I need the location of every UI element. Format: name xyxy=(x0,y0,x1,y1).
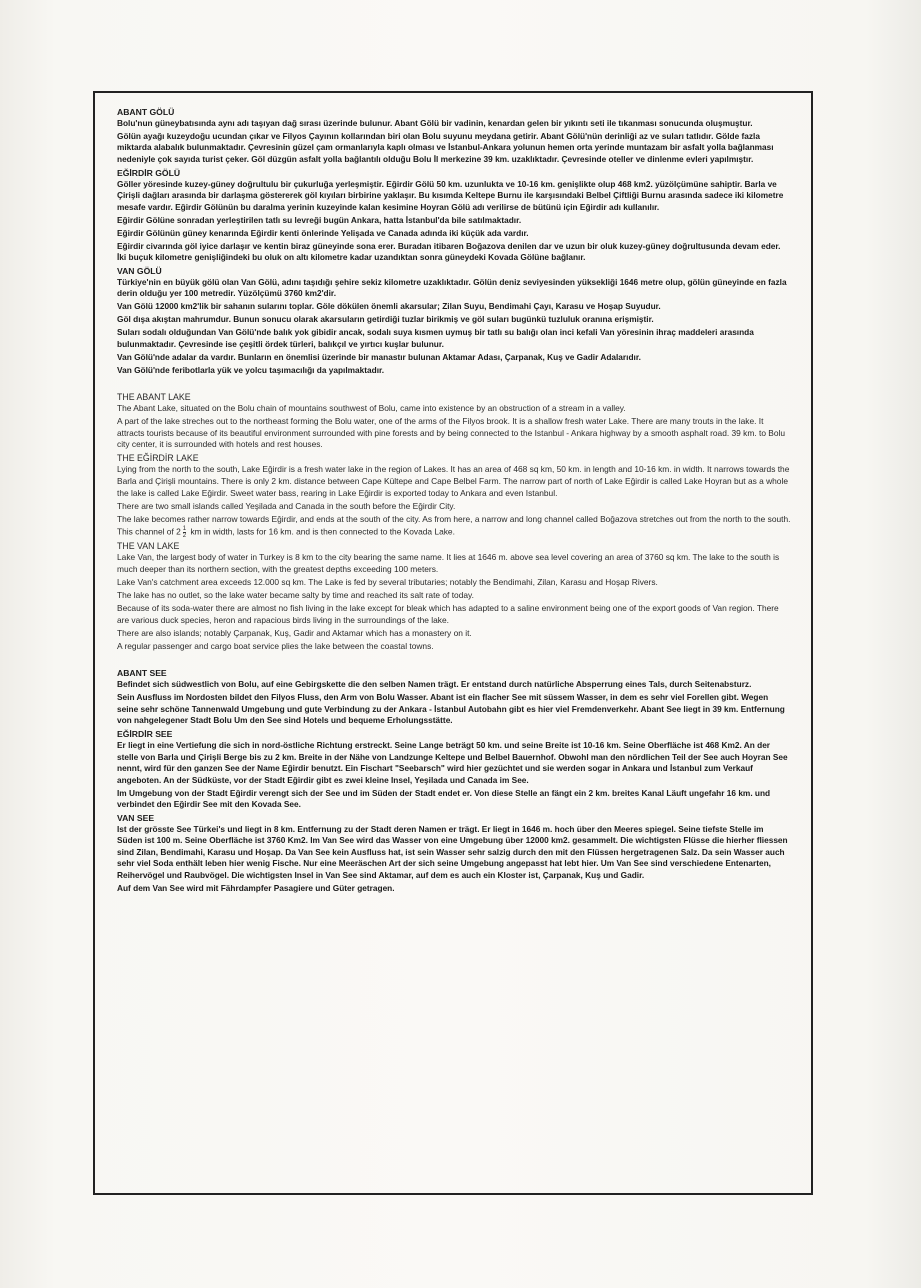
paragraph: Van Gölü'nde adalar da vardır. Bunların en önemlisi üzerinde bir manastır bulunan Aktamar Adası, Çarpanak, Kuş ve Gadir Adalarıdır. xyxy=(117,351,641,362)
german-section xyxy=(117,667,791,893)
paragraph: Bolu'nun güneybatısında aynı adı taşıyan dağ sırası üzerinde bulunur. Abant Gölü bir vadinin, kenardan gelen bir yıkıntı seti ile tıkanması sonucunda oluşmuştur. xyxy=(117,118,753,128)
paragraph: Lying from the north to the south, Lake Eğirdir is a fresh water lake in the region of Lakes. It has an area of 468 sq km, 50 km. in length and 10-16 km. in width. It narrows towards the Barla and Çirişli mountains. There is only 2 km. distance between Cape Kültepe and Cape Belbel Farm. The narrow part of north of Lake Eğirdir is called Lake Hoyran but as a whole the lake is called Lake Eğirdir. Sweet water bass, rearing in Lake Eğirdir is exported today to Ankara and even Istanbul. xyxy=(117,464,790,498)
paragraph: Van Gölü 12000 km2'lik bir sahanın sularını toplar. Göle dökülen önemli akarsular; Zilan Suyu, Bendimahi Çayı, Karasu ve Hoşap Suyudur. xyxy=(117,301,661,312)
paragraph: Eğirdir Gölüne sonradan yerleştirilen tatlı su levreği bugün Ankara, hatta İstanbul'da bile satılmaktadır. xyxy=(117,214,522,225)
paragraph: Göl dışa akıştan mahrumdur. Bunun sonucu olarak akarsuların getirdiği tuzlar birikmiş ve göl suları bugünkü tuzluluk oranına erişmiştir. xyxy=(117,314,654,325)
heading-egirdir-lake: THE EĞİRDİR LAKE xyxy=(117,453,199,464)
paragraph: Türkiye'nin en büyük gölü olan Van Gölü, adını taşıdığı şehire sekiz kilometre uzaklıktadır. Gölün deniz seviyesinden yüksekliği 1646 metre olup, gölün güneyinde en fazla derin olduğu yer 100 metredir. Yüzölçümü 3760 km2'dir. xyxy=(117,277,787,299)
fraction-numerator: 1 xyxy=(182,525,187,532)
paragraph-with-fraction xyxy=(117,514,791,539)
paragraph: Auf dem Van See wird mit Fährdampfer Pasagiere und Güter getragen. xyxy=(117,882,395,893)
paragraph: There are also islands; notably Çarpanak, Kuş, Gadir and Aktamar which has a monastery on it. xyxy=(117,628,472,639)
heading-egirdir-golu: EĞİRDİR GÖLÜ xyxy=(117,167,181,178)
paragraph: The lake has no outlet, so the lake water became salty by time and reached its salt rate of today. xyxy=(117,590,474,601)
fraction-whole: 2 xyxy=(176,526,181,537)
paragraph: Because of its soda-water there are almost no fish living in the lake except for bleak which has adapted to a saline environment being one of the export goods of Van region. There are various duck species, heron and rapacious birds living in the surroundings of the lake. xyxy=(117,603,779,625)
paragraph: Eğirdir civarında göl iyice darlaşır ve kentin biraz güneyinde sona erer. Buradan itibaren Boğazova denilen dar ve uzun bir oluk kuzey-güney doğrultusunda devam eder. İki buçuk kilometre genişliğindeki bu oluk on altı kilometre kadar uzandıktan sonra güneydeki Kovada Gölüne bağlanır. xyxy=(117,240,781,263)
paragraph: Im Umgebung von der Stadt Eğirdir verengt sich der See und im Süden der Stadt endet er. Von diese Stelle an fängt ein 2 km. breites Kanal Läuft ungefahr 16 km. und verbindet den Eğirdir See mit den Kovada See. xyxy=(117,787,771,809)
fraction-denominator: 2 xyxy=(182,532,187,539)
paragraph: Sein Ausfluss im Nordosten bildet den Filyos Fluss, den Arm von Bolu Wasser. Abant ist ein flacher See mit süssem Wasser, in dem es sehr viel Forellen gibt. Wegen seine sehr schöne Tannenwald Umgebung und gute Verbindung zu der Ankara - İstanbul Autobahn gibt es hier viel Fremdenverkehr. Abant See liegt in 39 km. Entfernung von nahgelegener Stadt Bolu Um den See sind Hotels und bequeme Erholungsstätte. xyxy=(117,692,785,726)
heading-abant-see: ABANT SEE xyxy=(117,668,167,679)
paragraph: Göller yöresinde kuzey-güney doğrultulu bir çukurluğa yerleşmiştir. Eğirdir Gölü 50 km. uzunlukta ve 10-16 km. genişlikte olup 468 km2. yüzölçümüne sahiptir. Barla ve Çirişli dağları arasında bir darlaşma göstererek göl kıyıları birbirine yaklaşır. Bu kısımda Keltepe Burnu ile karşısındaki Belbel Çiftliği Burnu arasında sadece iki kilometre mesafe vardır. Eğirdir Gölünün bu daralma yerinin kuzeyinde kalan kesimine Hoyran Gölü adı verilirse de bütünü için Eğirdir adı kullanılır. xyxy=(117,178,784,212)
paragraph: Lake Van's catchment area exceeds 12.000 sq km. The Lake is fed by several tributaries; notably the Bendimahi, Zilan, Karasu and Hoşap Rivers. xyxy=(117,576,658,587)
paragraph: Van Gölü'nde feribotlarla yük ve yolcu taşımacılığı da yapılmaktadır. xyxy=(117,364,385,375)
heading-abant-golu: ABANT GÖLÜ xyxy=(117,107,175,117)
heading-van-golu: VAN GÖLÜ xyxy=(117,266,162,277)
heading-egirdir-see: EĞİRDİR SEE xyxy=(117,729,173,740)
heading-van-see: VAN SEE xyxy=(117,812,155,823)
paragraph: A regular passenger and cargo boat service plies the lake between the coastal towns. xyxy=(117,641,434,652)
paragraph: Er liegt in eine Vertiefung die sich in nord-östliche Richtung erstreckt. Seine Lange beträgt 50 km. und seine Breite ist 10-16 km. Seine Oberfläche ist 468 Km2. An der stelle von Barla und Çirişli Berge bis zu 2 km. Breite in der Nähe von Landzunge Keltepe und Belbel Bauernhof. Obwohl man den nördlichen Teil der See auch Hoyran See nennt, wird für den ganzen See der Name Eğirdir benutzt. Ein Fischart "Seebarsch" wird hier gezüchtet und sie werden sogar in Ankara und İstanbul zum Verkauf angeboten. An der Südküste, vor der Stadt Eğirdir gibt es zwei kleine Insel, Yeşilada und Canada im See. xyxy=(117,740,788,785)
paragraph: Eğirdir Gölünün güney kenarında Eğirdir kenti önlerinde Yelişada ve Canada adında iki küçük ada vardır. xyxy=(117,227,529,238)
text-frame xyxy=(93,91,813,1195)
paragraph: A part of the lake streches out to the northeast forming the Bolu water, one of the arms of the Filyos brook. It is a shallow fresh water Lake. There are many trouts in the lake. It attracts tourists because of its beautiful environment surrounded with pine forests and by being connected to the Istanbul - Ankara highway by a smooth asphalt road. 39 km. to Bolu city center, it is surrounded with hotels and rest houses. xyxy=(117,416,786,450)
paragraph: Ist der grösste See Türkei's und liegt in 8 km. Entfernung zu der Stadt deren Namen er trägt. Er liegt in 1646 m. hoch über den Meeres spiegel. Seine tiefste Stelle im Süden ist 100 m. Seine Oberfläche ist 3760 Km2. Im Van See wird das Wasser von eine Umgebung über 12000 km2. gesammelt. Die wichtigsten Flüsse die hierher fliessen sind Zilan, Bendimahi, Karasu und Hoşap. Da Van See kein Ausfluss hat, ist sein Wasser sehr salzig durch den mit den Flüssen hergetragenen Salz. Da sein Wasser auch sehr viel Soda enthält leben hier wenig Fische. Nur eine Meeräschen Art der sich seine Umgebung angepasst hat lebt hier. Um Van See sind verschiedene Entenarten, Reihervögel und Raubvögel. Die wichtigsten Insel in Van See sind Aktamar, auf dem es auch ein Kloster ist, Çarpanak, Kuş und Gadir. xyxy=(117,823,788,880)
paragraph: Suları sodalı olduğundan Van Gölü'nde balık yok gibidir ancak, sodalı suya kısmen uymuş bir tatlı su balığı olan inci kefali Van yöresinin ihraç maddeleri arasında bulunmaktadır. Çevresinde ise çeşitli ördek türleri, balıkçıl ve yırtıcı kuşlar bulunur. xyxy=(117,327,754,349)
paragraph: Lake Van, the largest body of water in Turkey is 8 km to the city bearing the same name. It lies at 1646 m. above sea level covering an area of 3760 sq km. The lake to the south is much deeper than its northern section, with the greatest depths exceeding 100 meters. xyxy=(117,552,780,574)
paragraph: There are two small islands called Yeşilada and Canada in the south before the Eğirdir City. xyxy=(117,500,456,511)
paragraph: Gölün ayağı kuzeydoğu ucundan çıkar ve Filyos Çayının kollarından biri olan Bolu suyunu meydana getirir. Abant Gölü'nün derinliği az ve suları tatlıdır. Gölde fazla miktarda alabalık bulunmaktadır. Çevresinin güzel çam ormanlarıyla kaplı olması ve İstanbul-Ankara yolunun hemen orta yerinde muntazam bir asfalt yolla bağlanması nedeniyle çok sayıda turist çeker. Göl düzgün asfalt yolla bağlantılı olduğu Bolu İl merkezine 39 km. uzaklıktadır. Çevresinde oteller ve dinlenme evleri yapılmıştır. xyxy=(117,131,774,164)
fraction-text-after: km in width, lasts for 16 km. and is then connected to the Kovada Lake. xyxy=(188,526,455,537)
english-section xyxy=(117,391,791,653)
fraction xyxy=(183,526,186,539)
paragraph: Befindet sich südwestlich von Bolu, auf eine Gebirgskette die den selben Namen trägt. Er entstand durch natürliche Absperrung eines Tals, durch Seitenabsturz. xyxy=(117,679,752,690)
fraction-text-before: The lake becomes rather narrow towards Eğirdir, and ends at the south of the city. As from here, a narrow and long channel called Boğazova stretches out from the north to the south. This channel of xyxy=(117,513,791,537)
heading-van-lake: THE VAN LAKE xyxy=(117,541,180,552)
paragraph: The Abant Lake, situated on the Bolu chain of mountains southwest of Bolu, came into existence by an obstruction of a stream in a valley. xyxy=(117,402,626,413)
heading-abant-lake: THE ABANT LAKE xyxy=(117,391,191,402)
turkish-section xyxy=(117,106,791,376)
